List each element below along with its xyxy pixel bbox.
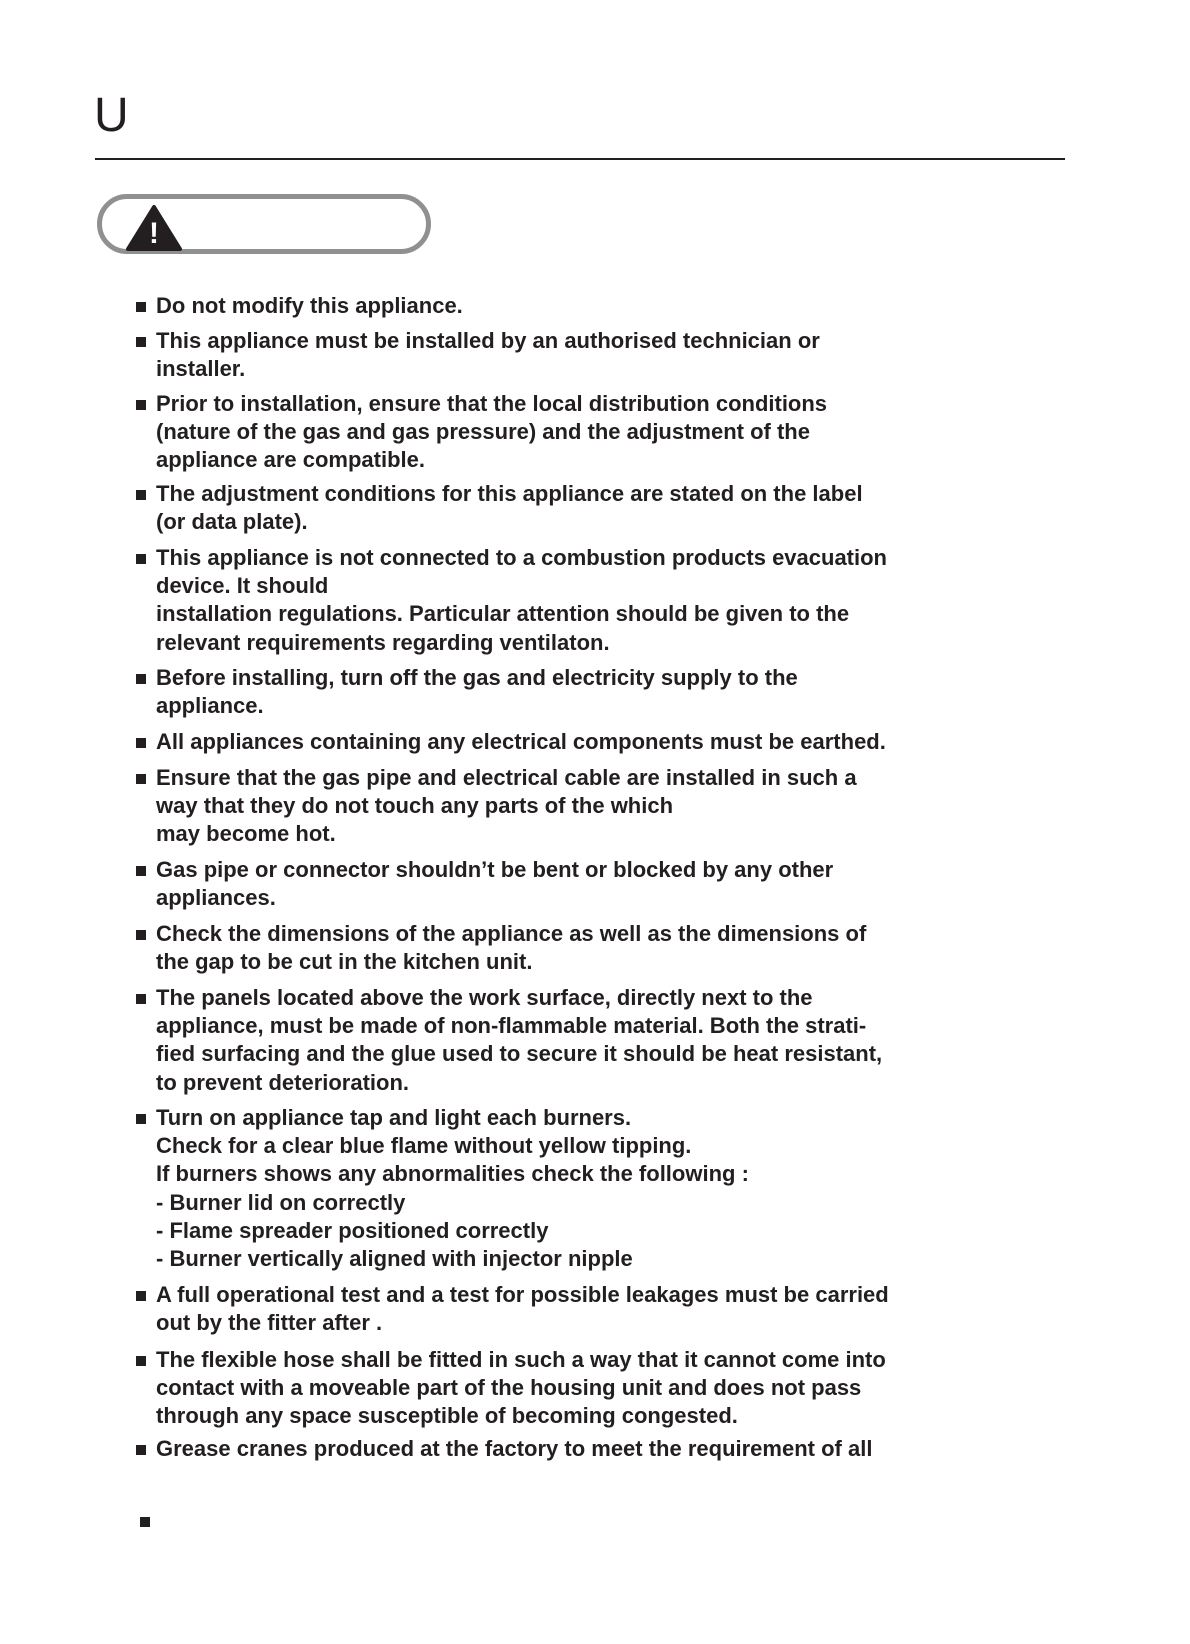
- bullet-square-icon: [136, 337, 146, 347]
- list-item-text: appliance.: [156, 693, 264, 719]
- list-item-text: Gas pipe or connector shouldn’t be bent or blocked by any other: [156, 857, 834, 882]
- list-item-text: appliance, must be made of non-flammable material. Both the strati-: [156, 1013, 867, 1039]
- list-item-text: may become hot.: [156, 821, 336, 847]
- list-item-text: Grease cranes produced at the factory to meet the requirement of all: [156, 1436, 873, 1461]
- list-item-text: device. It should: [156, 573, 329, 599]
- list-item: [136, 728, 966, 756]
- warning-triangle-icon: [124, 203, 184, 253]
- list-item-text: Prior to installation, ensure that the local distribution conditions: [156, 391, 828, 416]
- title-divider: [95, 158, 1065, 160]
- bullet-square-icon: [136, 674, 146, 684]
- list-item-text: installer.: [156, 356, 246, 382]
- list-item-text: Ensure that the gas pipe and electrical cable are installed in such a: [156, 765, 857, 790]
- bullet-square-icon: [136, 400, 146, 410]
- bullet-square-icon: [136, 1356, 146, 1366]
- list-item-text: A full operational test and a test for possible leakages must be carried: [156, 1282, 889, 1307]
- list-item-text: the gap to be cut in the kitchen unit.: [156, 949, 533, 975]
- list-item-text: All appliances containing any electrical components must be earthed.: [156, 729, 886, 754]
- list-item: [136, 1281, 966, 1337]
- list-item-text: way that they do not touch any parts of the which: [156, 793, 674, 819]
- bullet-square-icon: [136, 554, 146, 564]
- list-item: [136, 920, 966, 976]
- page-title: U: [94, 89, 129, 142]
- list-item-text: contact with a moveable part of the housing unit and does not pass: [156, 1375, 862, 1401]
- list-item-text: If burners shows any abnormalities check the following :: [156, 1161, 749, 1187]
- list-item-text: The flexible hose shall be fitted in such a way that it cannot come into: [156, 1347, 886, 1372]
- list-item-text: - Burner vertically aligned with injector nipple: [156, 1246, 633, 1272]
- bullet-square-icon: [136, 490, 146, 500]
- list-item-text: - Burner lid on correctly: [156, 1189, 406, 1215]
- bullet-square-icon: [136, 994, 146, 1004]
- warning-badge: [97, 194, 431, 254]
- warning-exclamation: !: [149, 217, 159, 250]
- list-item: [136, 764, 966, 849]
- bullet-square-icon: [136, 738, 146, 748]
- list-item-text: out by the fitter after .: [156, 1310, 383, 1336]
- bullet-square-icon: [136, 866, 146, 876]
- list-item: [136, 1104, 966, 1273]
- list-item-text: Check the dimensions of the appliance as well as the dimensions of: [156, 921, 867, 946]
- list-item: [136, 480, 966, 536]
- list-item-text: Do not modify this appliance.: [156, 293, 463, 318]
- list-item-text: appliances.: [156, 885, 276, 911]
- bullet-square-icon: [136, 1445, 146, 1455]
- bullet-square-icon: [136, 930, 146, 940]
- list-item-text: The panels located above the work surface, directly next to the: [156, 985, 813, 1010]
- list-item-text: This appliance must be installed by an authorised technician or: [156, 328, 820, 353]
- list-item: [136, 292, 966, 320]
- list-item: [136, 1346, 966, 1431]
- list-item: [136, 390, 966, 475]
- list-item: [136, 984, 966, 1097]
- bullet-square-icon: [140, 1517, 150, 1527]
- list-item: [136, 664, 966, 720]
- list-item-text: installation regulations. Particular attention should be given to the: [156, 601, 850, 627]
- list-item-text: This appliance is not connected to a combustion products evacuation: [156, 545, 887, 570]
- list-item-text: - Flame spreader positioned correctly: [156, 1217, 549, 1243]
- list-item-text: The adjustment conditions for this appliance are stated on the label: [156, 481, 863, 506]
- list-item-text: to prevent deterioration.: [156, 1069, 410, 1095]
- list-item: [136, 1435, 966, 1463]
- list-item-text: through any space susceptible of becoming congested.: [156, 1403, 738, 1429]
- bullet-square-icon: [136, 1291, 146, 1301]
- bullet-square-icon: [136, 1114, 146, 1124]
- bullet-square-icon: [136, 774, 146, 784]
- list-item-text: Before installing, turn off the gas and electricity supply to the: [156, 665, 798, 690]
- list-item-text: fied surfacing and the glue used to secure it should be heat resistant,: [156, 1041, 883, 1067]
- list-item-text: Check for a clear blue flame without yellow tipping.: [156, 1133, 692, 1159]
- list-item-text: (nature of the gas and gas pressure) and the adjustment of the: [156, 419, 810, 445]
- bullet-square-icon: [136, 302, 146, 312]
- list-item: [136, 544, 966, 657]
- list-item: [136, 856, 966, 912]
- list-item-text: Turn on appliance tap and light each burners.: [156, 1105, 632, 1130]
- list-item-text: appliance are compatible.: [156, 447, 425, 473]
- list-item-text: (or data plate).: [156, 509, 308, 535]
- list-item-text: relevant requirements regarding ventilaton.: [156, 629, 610, 655]
- list-item: [136, 327, 966, 383]
